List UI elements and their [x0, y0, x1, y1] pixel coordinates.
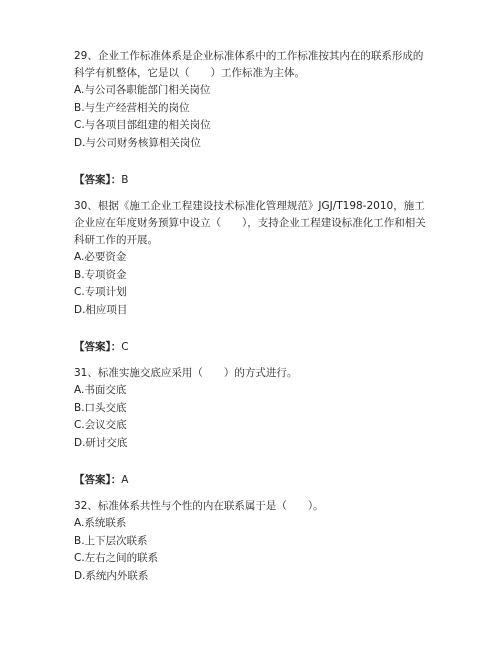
answer-line: [74, 339, 430, 356]
answer-value: C: [121, 341, 129, 353]
option-list: [74, 82, 430, 152]
option-c: C.专项计划: [74, 286, 127, 298]
answer-value: B: [121, 174, 129, 186]
answer-value: A: [121, 474, 129, 486]
option-c: C.左右之间的联系: [74, 552, 159, 564]
answer-label: 【答案】：: [74, 474, 122, 486]
question-stem: 31、标准实施交底应采用（ ）的方式进行。: [74, 367, 298, 379]
option-b: B.与生产经营相关的岗位: [74, 101, 190, 114]
answer-line: [74, 172, 430, 189]
option-d: D.与公司财务核算相关岗位: [74, 136, 201, 149]
option-b: B.专项资金: [74, 268, 127, 281]
option-b: B.上下层次联系: [74, 534, 148, 547]
option-list: [74, 249, 430, 319]
answer-line: [74, 472, 430, 489]
option-list: [74, 515, 430, 585]
option-d: D.研讨交底: [74, 436, 128, 449]
question-29: [74, 48, 430, 189]
option-d: D.系统内外联系: [74, 569, 149, 582]
question-30: [74, 198, 430, 356]
option-a: A.必要资金: [74, 251, 127, 263]
option-c: C.会议交底: [74, 419, 127, 431]
question-32: [74, 498, 430, 585]
answer-label: 【答案】：: [74, 341, 122, 353]
question-stem: 29、企业工作标准体系是企业标准体系中的工作标准按其内在的联系形成的科学有机整体，它是以（ ）工作标准为主体。: [74, 50, 424, 79]
answer-label: 【答案】：: [74, 174, 122, 186]
option-a: A.与公司各职能部门相关岗位: [74, 84, 211, 96]
option-a: A.系统联系: [74, 517, 127, 529]
option-list: [74, 382, 430, 452]
question-stem: 32、标准体系共性与个性的内在联系属于是（ ）。: [74, 500, 324, 512]
option-d: D.相应项目: [74, 303, 128, 316]
option-a: A.书面交底: [74, 384, 127, 396]
option-c: C.与各项目部组建的相关岗位: [74, 119, 211, 131]
question-stem: 30、根据《施工企业工程建设技术标准化管理规范》JGJ/T198-2010，施工企业应在年度财务预算中设立（ ），支持企业工程建设标准化工作和相关科研工作的开展。: [74, 200, 426, 246]
exam-page: [74, 48, 430, 585]
option-b: B.口头交底: [74, 401, 127, 414]
question-31: [74, 365, 430, 489]
